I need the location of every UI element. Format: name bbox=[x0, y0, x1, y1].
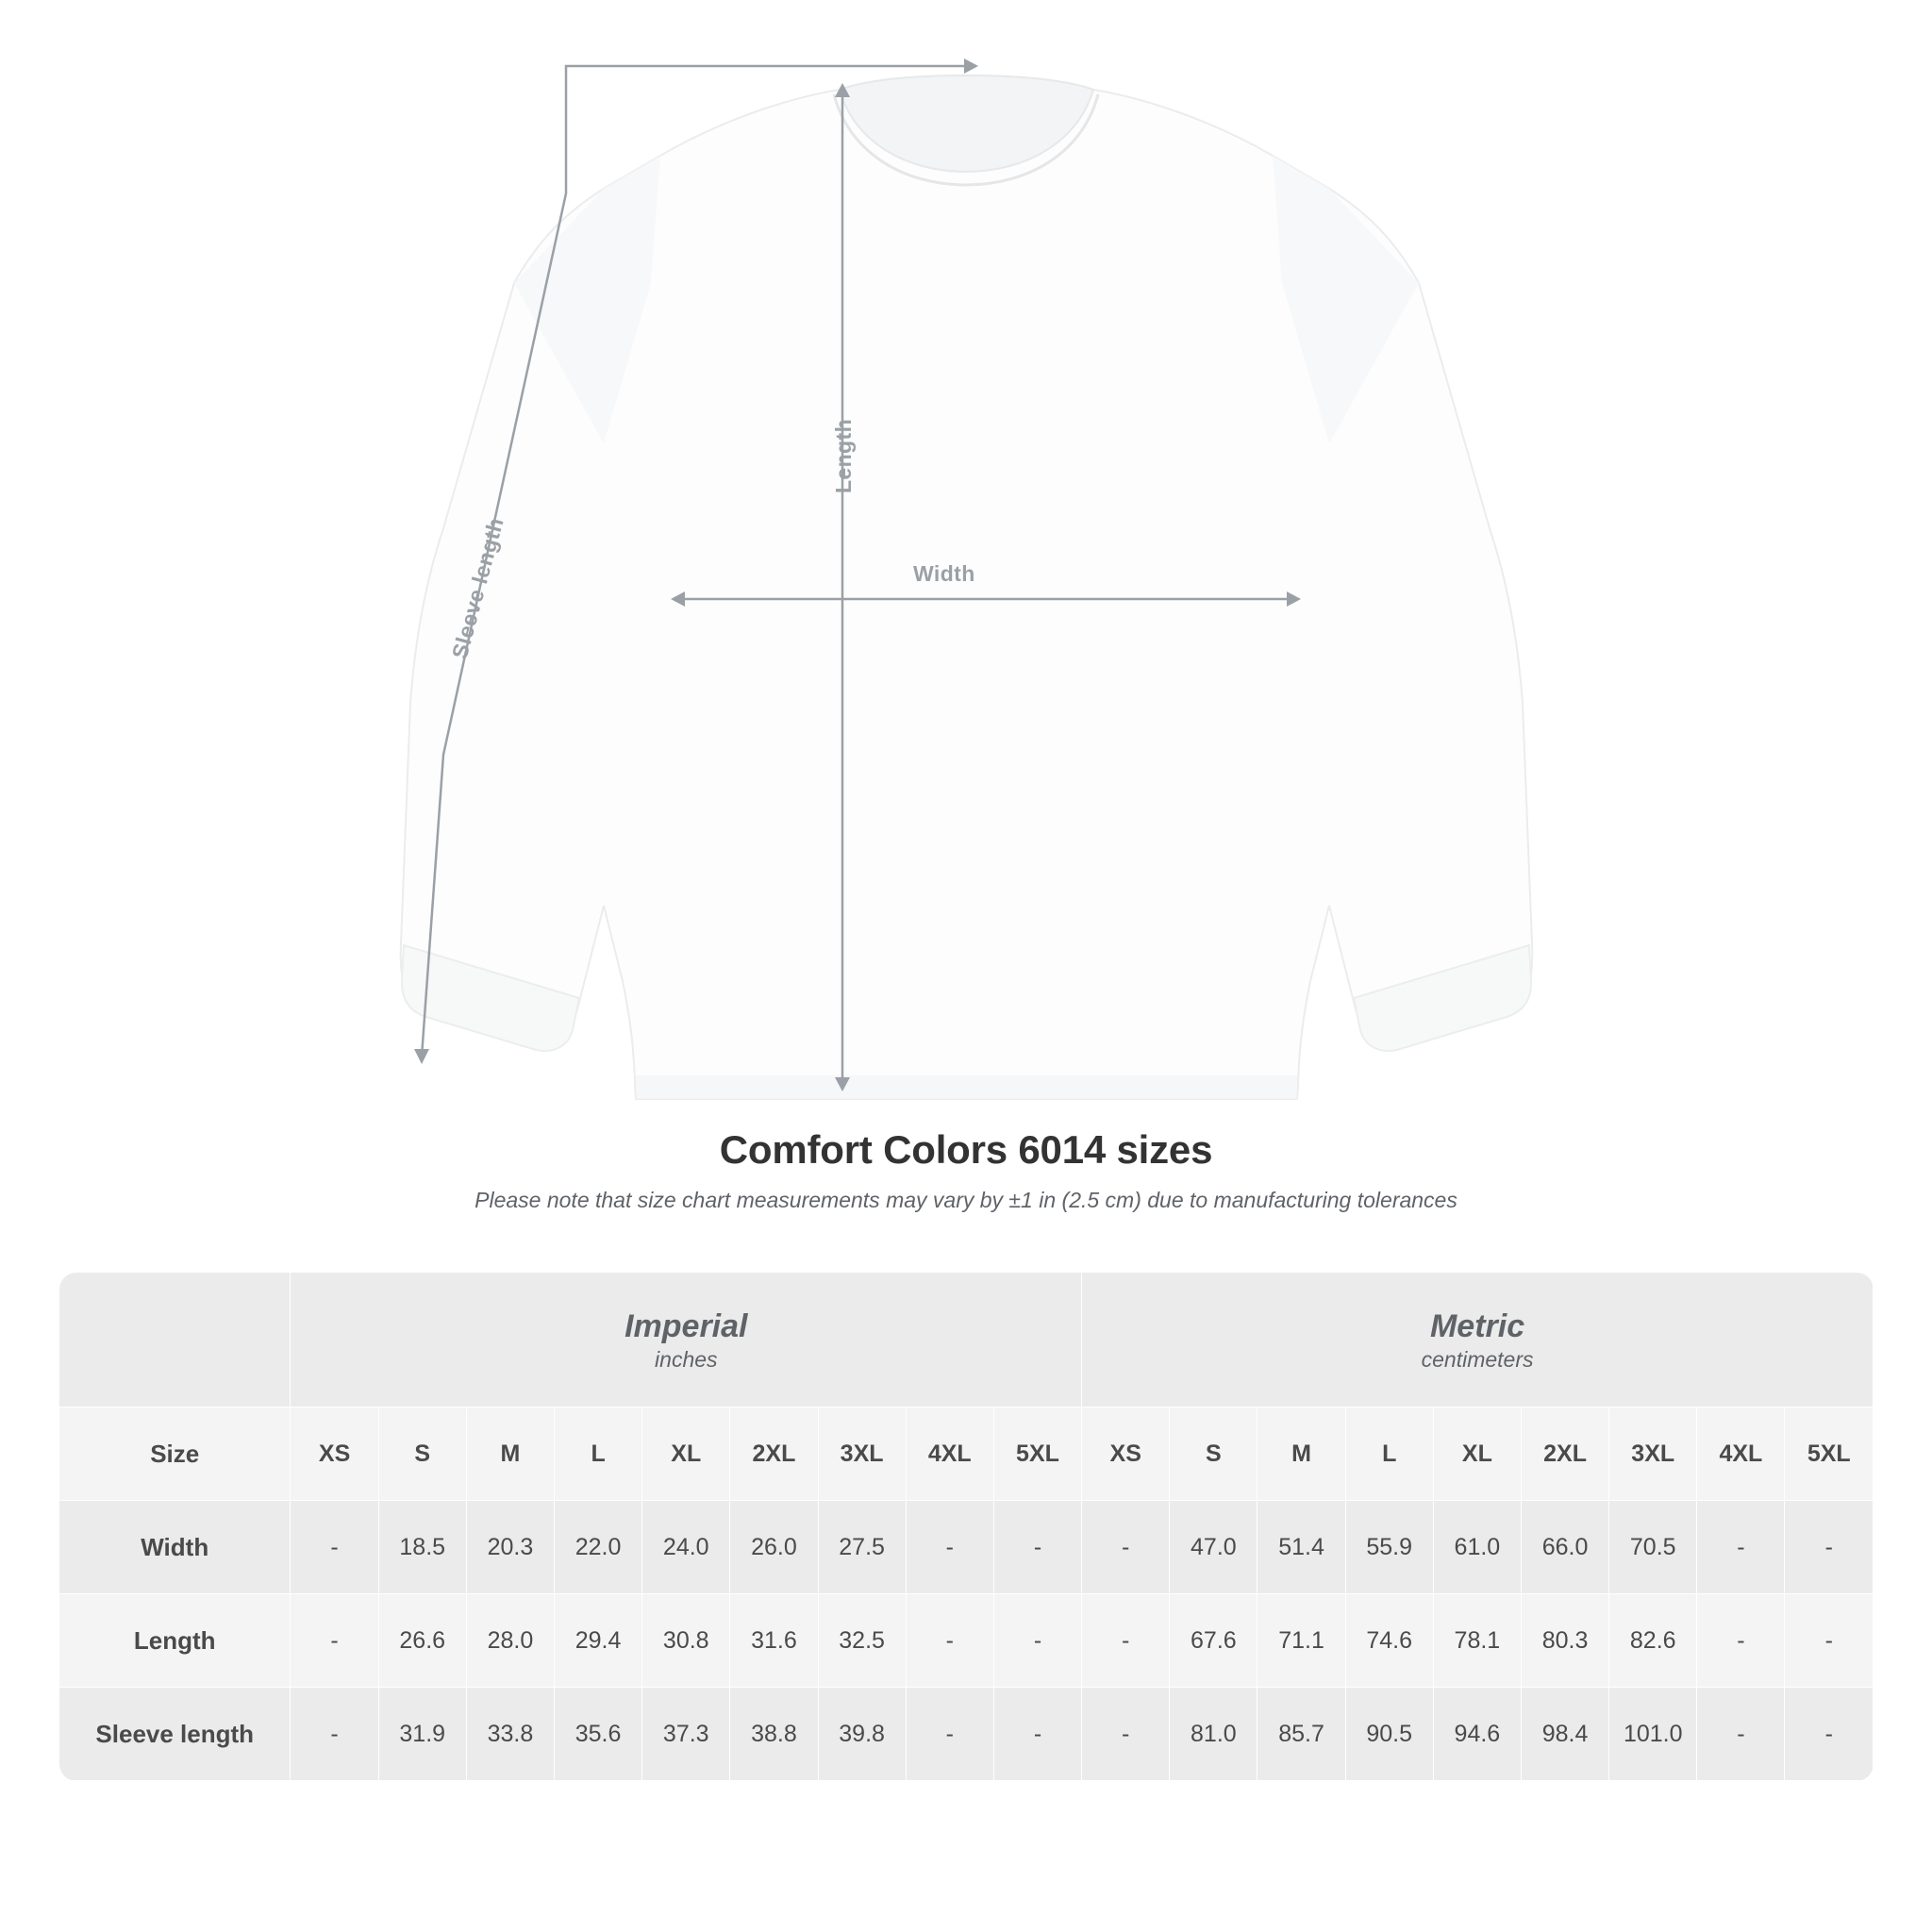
size-table bbox=[58, 1272, 1874, 1781]
sleeve-imperial-2xl: 38.8 bbox=[730, 1688, 818, 1781]
width-metric-m: 51.4 bbox=[1257, 1501, 1345, 1594]
width-imperial-s: 18.5 bbox=[378, 1501, 466, 1594]
sleeve-metric-s: 81.0 bbox=[1170, 1688, 1257, 1781]
length-metric-3xl: 82.6 bbox=[1609, 1594, 1697, 1688]
size-header-imperial-m: M bbox=[466, 1407, 554, 1501]
length-metric-2xl: 80.3 bbox=[1521, 1594, 1608, 1688]
width-metric-3xl: 70.5 bbox=[1609, 1501, 1697, 1594]
length-imperial-s: 26.6 bbox=[378, 1594, 466, 1688]
label-width: Width bbox=[913, 561, 975, 586]
imperial-unit: inches bbox=[655, 1346, 718, 1372]
chart-heading bbox=[0, 1127, 1932, 1213]
size-header-imperial-xl: XL bbox=[642, 1407, 730, 1501]
size-header-imperial-4xl: 4XL bbox=[906, 1407, 993, 1501]
row-label-width: Width bbox=[59, 1501, 291, 1594]
size-header-metric-m: M bbox=[1257, 1407, 1345, 1501]
size-header-metric-s: S bbox=[1170, 1407, 1257, 1501]
size-header-metric-xs: XS bbox=[1082, 1407, 1170, 1501]
sleeve-metric-5xl: - bbox=[1785, 1688, 1874, 1781]
imperial-header-cell bbox=[291, 1273, 1082, 1407]
sleeve-metric-l: 90.5 bbox=[1345, 1688, 1433, 1781]
sleeve-imperial-s: 31.9 bbox=[378, 1688, 466, 1781]
length-metric-l: 74.6 bbox=[1345, 1594, 1433, 1688]
imperial-label: Imperial bbox=[625, 1308, 748, 1345]
unit-system-header-row bbox=[59, 1273, 1874, 1407]
sleeve-metric-4xl: - bbox=[1697, 1688, 1785, 1781]
row-label-length: Length bbox=[59, 1594, 291, 1688]
size-header-row bbox=[59, 1407, 1874, 1501]
length-imperial-4xl: - bbox=[906, 1594, 993, 1688]
metric-unit: centimeters bbox=[1421, 1346, 1534, 1372]
size-header-label: Size bbox=[59, 1407, 291, 1501]
width-imperial-4xl: - bbox=[906, 1501, 993, 1594]
width-metric-l: 55.9 bbox=[1345, 1501, 1433, 1594]
width-imperial-3xl: 27.5 bbox=[818, 1501, 906, 1594]
length-metric-4xl: - bbox=[1697, 1594, 1785, 1688]
sleeve-imperial-l: 35.6 bbox=[555, 1688, 642, 1781]
metric-header-cell bbox=[1082, 1273, 1874, 1407]
width-metric-4xl: - bbox=[1697, 1501, 1785, 1594]
row-label-sleeve-length: Sleeve length bbox=[59, 1688, 291, 1781]
label-length: Length bbox=[831, 418, 857, 494]
sleeve-imperial-3xl: 39.8 bbox=[818, 1688, 906, 1781]
sleeve-metric-3xl: 101.0 bbox=[1609, 1688, 1697, 1781]
table-row bbox=[59, 1501, 1874, 1594]
size-header-imperial-2xl: 2XL bbox=[730, 1407, 818, 1501]
table-row bbox=[59, 1594, 1874, 1688]
length-imperial-l: 29.4 bbox=[555, 1594, 642, 1688]
size-header-metric-3xl: 3XL bbox=[1609, 1407, 1697, 1501]
width-metric-2xl: 66.0 bbox=[1521, 1501, 1608, 1594]
size-header-imperial-5xl: 5XL bbox=[993, 1407, 1081, 1501]
length-imperial-2xl: 31.6 bbox=[730, 1594, 818, 1688]
size-header-imperial-s: S bbox=[378, 1407, 466, 1501]
sleeve-imperial-4xl: - bbox=[906, 1688, 993, 1781]
table-row bbox=[59, 1688, 1874, 1781]
size-header-metric-4xl: 4XL bbox=[1697, 1407, 1785, 1501]
sleeve-imperial-xl: 37.3 bbox=[642, 1688, 730, 1781]
size-header-imperial-xs: XS bbox=[291, 1407, 378, 1501]
length-imperial-m: 28.0 bbox=[466, 1594, 554, 1688]
size-header-metric-l: L bbox=[1345, 1407, 1433, 1501]
length-imperial-5xl: - bbox=[993, 1594, 1081, 1688]
sleeve-metric-2xl: 98.4 bbox=[1521, 1688, 1608, 1781]
width-imperial-2xl: 26.0 bbox=[730, 1501, 818, 1594]
length-imperial-3xl: 32.5 bbox=[818, 1594, 906, 1688]
size-header-metric-5xl: 5XL bbox=[1785, 1407, 1874, 1501]
sleeve-imperial-5xl: - bbox=[993, 1688, 1081, 1781]
size-header-imperial-l: L bbox=[555, 1407, 642, 1501]
shirt-shape bbox=[401, 75, 1533, 1099]
size-header-imperial-3xl: 3XL bbox=[818, 1407, 906, 1501]
width-imperial-xs: - bbox=[291, 1501, 378, 1594]
size-table-wrapper bbox=[58, 1272, 1874, 1781]
page-title: Comfort Colors 6014 sizes bbox=[719, 1127, 1213, 1172]
tolerance-note: Please note that size chart measurements may vary by ±1 in (2.5 cm) due to manufacturing tolerances bbox=[475, 1188, 1457, 1212]
sleeve-imperial-m: 33.8 bbox=[466, 1688, 554, 1781]
length-metric-xs: - bbox=[1082, 1594, 1170, 1688]
empty-corner-cell bbox=[59, 1273, 291, 1407]
size-header-metric-xl: XL bbox=[1433, 1407, 1521, 1501]
width-metric-s: 47.0 bbox=[1170, 1501, 1257, 1594]
size-header-metric-2xl: 2XL bbox=[1521, 1407, 1608, 1501]
length-imperial-xs: - bbox=[291, 1594, 378, 1688]
sleeve-metric-m: 85.7 bbox=[1257, 1688, 1345, 1781]
length-imperial-xl: 30.8 bbox=[642, 1594, 730, 1688]
width-imperial-m: 20.3 bbox=[466, 1501, 554, 1594]
sleeve-metric-xs: - bbox=[1082, 1688, 1170, 1781]
metric-label: Metric bbox=[1429, 1308, 1525, 1345]
sleeve-imperial-xs: - bbox=[291, 1688, 378, 1781]
width-metric-xl: 61.0 bbox=[1433, 1501, 1521, 1594]
width-imperial-5xl: - bbox=[993, 1501, 1081, 1594]
length-metric-5xl: - bbox=[1785, 1594, 1874, 1688]
sleeve-metric-xl: 94.6 bbox=[1433, 1688, 1521, 1781]
width-imperial-l: 22.0 bbox=[555, 1501, 642, 1594]
width-metric-5xl: - bbox=[1785, 1501, 1874, 1594]
length-metric-xl: 78.1 bbox=[1433, 1594, 1521, 1688]
length-metric-s: 67.6 bbox=[1170, 1594, 1257, 1688]
length-metric-m: 71.1 bbox=[1257, 1594, 1345, 1688]
width-imperial-xl: 24.0 bbox=[642, 1501, 730, 1594]
label-sleeve-length: Sleeve length bbox=[446, 514, 508, 661]
width-metric-xs: - bbox=[1082, 1501, 1170, 1594]
